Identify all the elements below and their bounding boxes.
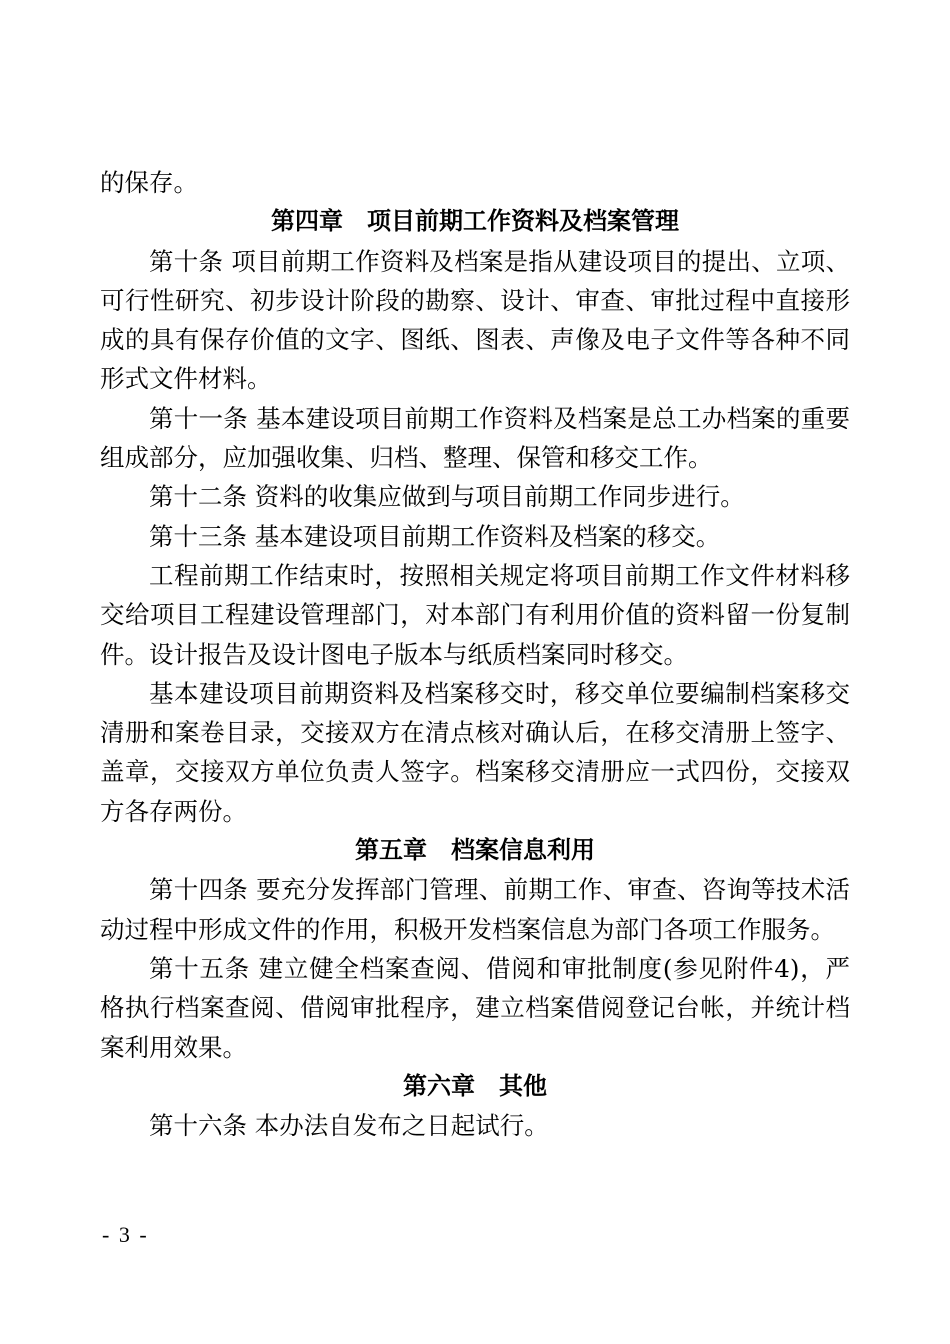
article-15: 第十五条 建立健全档案查阅、借阅和审批制度(参见附件4)，严格执行档案查阅、借阅审批程序，建立档案借阅登记台帐，并统计档案利用效果。 <box>100 953 850 1062</box>
chapter-5-heading: 第五章 档案信息利用 <box>355 836 595 865</box>
article-10: 第十条 项目前期工作资料及档案是指从建设项目的提出、立项、可行性研究、初步设计阶段的勘察、设计、审查、审批过程中直接形成的具有保存价值的文字、图纸、图表、声像及电子文件等各种不同形式文件材料。 <box>100 246 850 394</box>
document-body <box>100 163 850 1145</box>
chapter-4-heading: 第四章 项目前期工作资料及档案管理 <box>271 207 679 236</box>
article-12: 第十二条 资料的收集应做到与项目前期工作同步进行。 <box>149 482 745 512</box>
article-13-paragraph-2: 基本建设项目前期资料及档案移交时，移交单位要编制档案移交清册和案卷目录，交接双方在清点核对确认后，在移交清册上签字、盖章，交接双方单位负责人签字。档案移交清册应一式四份，交接双方各存两份。 <box>100 678 850 826</box>
continuation-paragraph: 的保存。 <box>100 168 198 197</box>
article-14: 第十四条 要充分发挥部门管理、前期工作、审查、咨询等技术活动过程中形成文件的作用，积极开发档案信息为部门各项工作服务。 <box>100 875 850 944</box>
page-number: - 3 - <box>102 1222 149 1247</box>
chapter-6-heading: 第六章 其他 <box>403 1071 547 1100</box>
article-16: 第十六条 本办法自发布之日起试行。 <box>149 1111 549 1141</box>
article-11: 第十一条 基本建设项目前期工作资料及档案是总工办档案的重要组成部分，应加强收集、归档、整理、保管和移交工作。 <box>100 403 850 473</box>
article-13: 第十三条 基本建设项目前期工作资料及档案的移交。 <box>149 521 721 551</box>
article-13-paragraph-1: 工程前期工作结束时，按照相关规定将项目前期工作文件材料移交给项目工程建设管理部门，对本部门有利用价值的资料留一份复制件。设计报告及设计图电子版本与纸质档案同时移交。 <box>100 560 850 669</box>
